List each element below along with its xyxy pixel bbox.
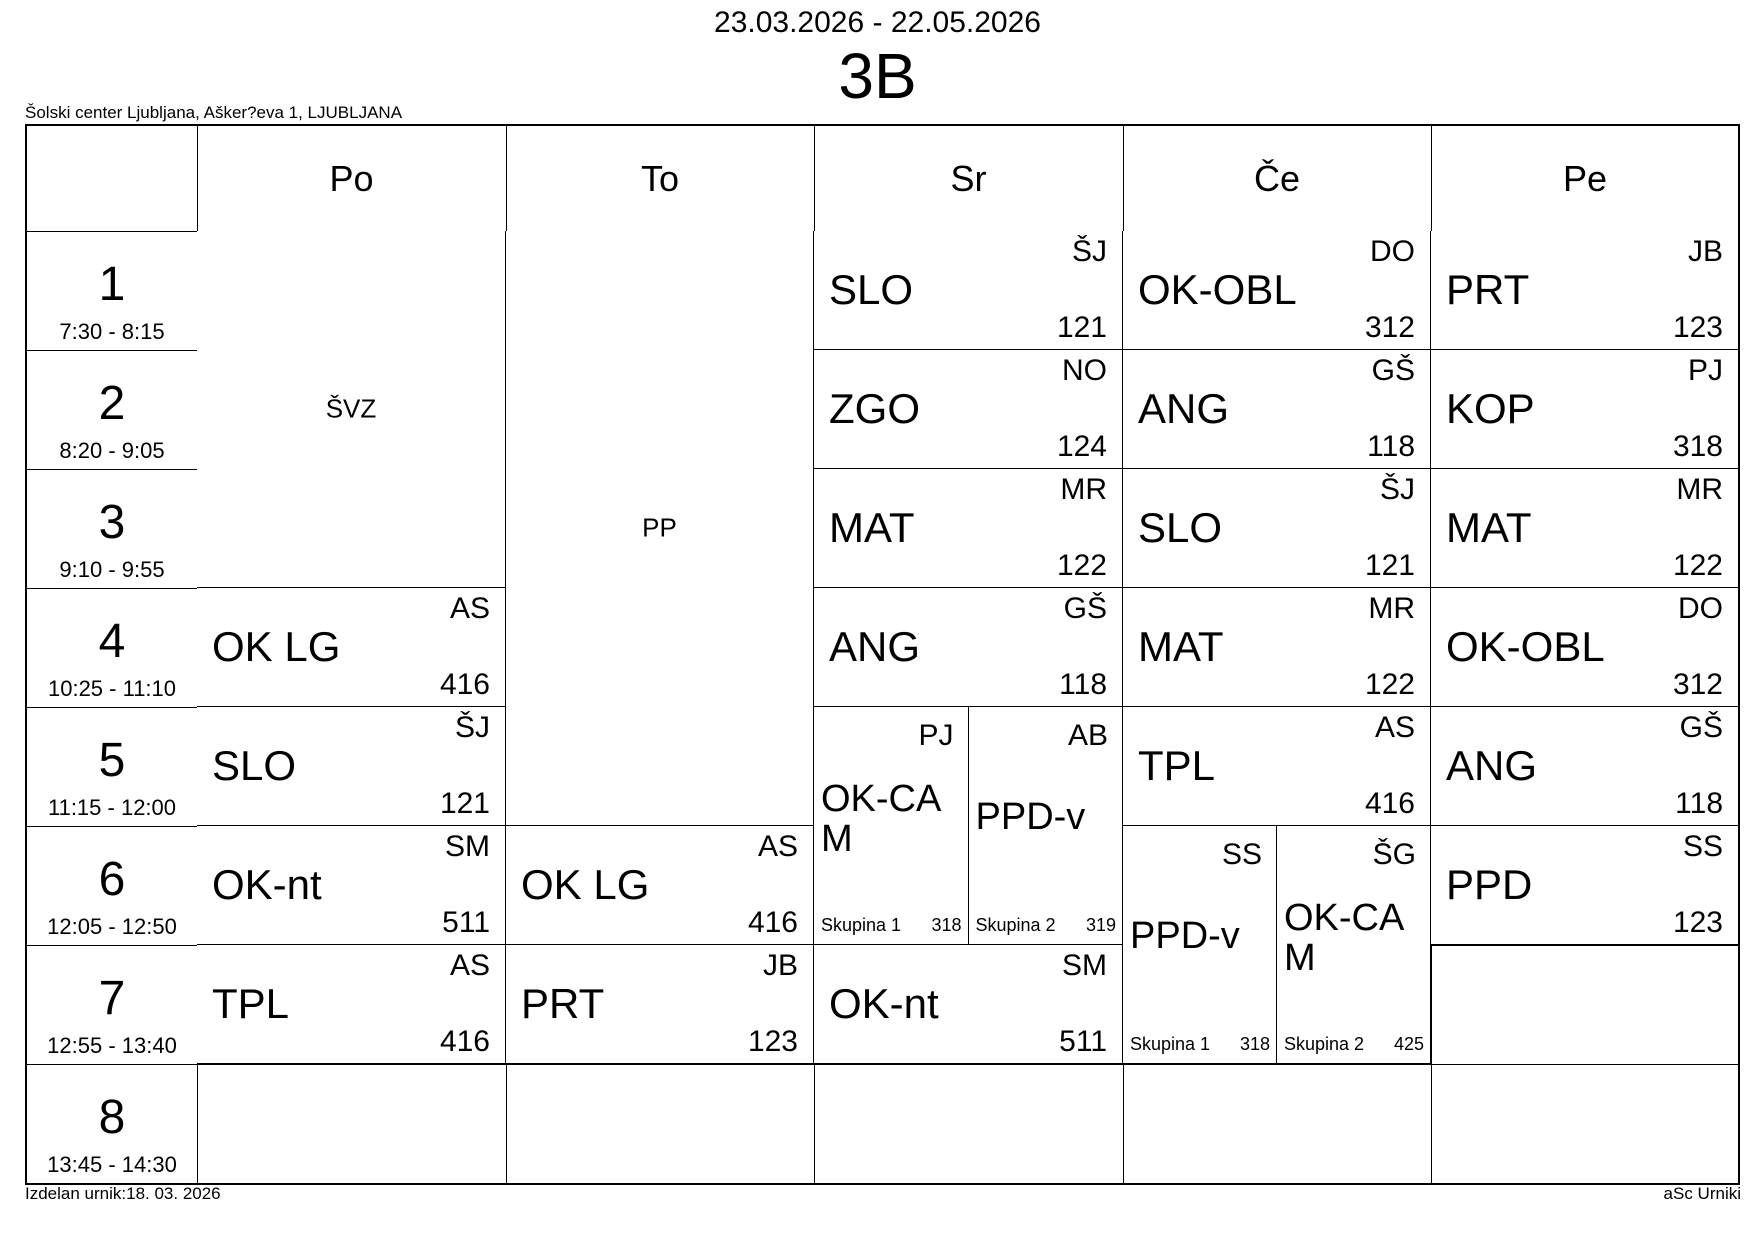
lesson-teacher: JB <box>762 949 798 982</box>
lesson-cell[interactable] <box>1431 588 1739 707</box>
row-divider <box>27 588 197 589</box>
lesson-room: 123 <box>1672 311 1723 344</box>
lesson-cell[interactable] <box>1123 469 1431 588</box>
lesson-teacher: AS <box>449 949 490 982</box>
created-date: Izdelan urnik:18. 03. 2026 <box>25 1184 221 1203</box>
period-cell <box>27 588 197 707</box>
period-cell <box>27 707 197 826</box>
lesson-room: 124 <box>1056 430 1107 463</box>
lesson-teacher: GŠ <box>1371 354 1415 387</box>
lesson-room: 318 <box>931 915 962 935</box>
lesson-cell[interactable] <box>197 945 506 1064</box>
lesson-cell[interactable] <box>506 945 814 1064</box>
period-time: 12:55 - 13:40 <box>47 1033 177 1058</box>
lesson-subject: TPL <box>212 980 290 1027</box>
lesson-cell[interactable] <box>1431 350 1739 469</box>
lesson-cell[interactable] <box>814 231 1123 350</box>
lesson-room: 312 <box>1672 668 1723 701</box>
lesson-cell[interactable] <box>197 588 506 707</box>
lesson-teacher: SS <box>1682 830 1723 863</box>
lesson-subject: ŠVZ <box>325 393 377 424</box>
group-lesson-cell[interactable] <box>969 707 1124 945</box>
lesson-subject: SLO <box>829 266 914 313</box>
lesson-teacher: ŠG <box>1372 838 1416 871</box>
lesson-cell[interactable] <box>814 469 1123 588</box>
lesson-subject: OK-OBL <box>1138 266 1297 313</box>
lesson-subject: MAT <box>829 504 915 551</box>
lesson-subject: KOP <box>1446 385 1535 432</box>
lesson-cell[interactable] <box>1123 350 1431 469</box>
lesson-subject: PPD <box>1446 861 1533 908</box>
period-number: 3 <box>98 496 126 549</box>
lesson-subject: MAT <box>1138 623 1224 670</box>
lesson-subject: PRT <box>1446 266 1530 313</box>
row-divider <box>27 1064 1739 1065</box>
lesson-room: 122 <box>1672 549 1723 582</box>
school-name: Šolski center Ljubljana, Ašker?eva 1, LJUBLJANA <box>25 103 403 122</box>
row-divider <box>27 945 197 946</box>
day-header-2: Sr <box>950 157 987 199</box>
lesson-room: 416 <box>439 668 490 701</box>
lesson-cell[interactable] <box>1123 588 1431 707</box>
lesson-group: Skupina 2 <box>1284 1034 1365 1054</box>
lesson-cell[interactable] <box>1431 826 1739 945</box>
lesson-cell[interactable] <box>814 350 1123 469</box>
lesson-teacher: SS <box>1221 838 1262 871</box>
period-time: 7:30 - 8:15 <box>59 319 165 344</box>
lesson-teacher: ŠJ <box>1071 235 1107 268</box>
lesson-teacher: PJ <box>918 719 954 752</box>
period-cell <box>27 469 197 588</box>
lesson-subject: OK-nt <box>212 861 322 908</box>
lesson-room: 118 <box>1675 787 1723 820</box>
period-time: 13:45 - 14:30 <box>47 1152 177 1177</box>
lesson-group: Skupina 1 <box>821 915 902 935</box>
lesson-subject: ANG <box>1138 385 1230 432</box>
group-lesson-cell[interactable] <box>1123 826 1277 1064</box>
period-number: 8 <box>98 1091 126 1144</box>
lesson-teacher: ŠJ <box>1379 473 1415 506</box>
lesson-group: Skupina 1 <box>1130 1034 1211 1054</box>
lesson-room: 122 <box>1364 668 1415 701</box>
lesson-subject: PRT <box>521 980 605 1027</box>
class-title: 3B <box>838 40 917 112</box>
lesson-subject: OK-CA M <box>1284 897 1403 979</box>
lesson-room: 118 <box>1367 430 1415 463</box>
lesson-teacher: AB <box>1067 719 1108 752</box>
lesson-subject: MAT <box>1446 504 1532 551</box>
lesson-teacher: SM <box>445 830 490 863</box>
period-time: 12:05 - 12:50 <box>47 914 177 939</box>
group-lesson-cell[interactable] <box>814 707 969 945</box>
lesson-teacher: MR <box>1676 473 1723 506</box>
lesson-teacher: AS <box>449 592 490 625</box>
lesson-room: 416 <box>747 906 798 939</box>
lesson-teacher: MR <box>1060 473 1107 506</box>
lesson-cell[interactable] <box>197 826 506 945</box>
lesson-teacher: MR <box>1368 592 1415 625</box>
lesson-cell[interactable] <box>197 231 506 588</box>
lesson-teacher: NO <box>1062 354 1107 387</box>
lesson-teacher: PJ <box>1687 354 1723 387</box>
lesson-room: 118 <box>1059 668 1107 701</box>
lesson-room: 121 <box>439 787 490 820</box>
day-header-0: Po <box>329 157 374 199</box>
lesson-group: Skupina 2 <box>975 915 1056 935</box>
period-cell <box>27 231 197 350</box>
lesson-cell[interactable] <box>197 707 506 826</box>
period-number: 5 <box>98 734 126 787</box>
lesson-cell[interactable] <box>1431 469 1739 588</box>
lesson-room: 122 <box>1056 549 1107 582</box>
lesson-cell[interactable] <box>506 231 814 826</box>
lesson-room: 319 <box>1085 915 1116 935</box>
lesson-room: 425 <box>1393 1034 1424 1054</box>
group-lesson-cell[interactable] <box>1277 826 1431 1064</box>
lesson-teacher: SM <box>1062 949 1107 982</box>
lesson-room: 123 <box>1672 906 1723 939</box>
lesson-teacher: ŠJ <box>454 711 490 744</box>
period-time: 9:10 - 9:55 <box>59 557 165 582</box>
period-number: 7 <box>98 972 126 1025</box>
lesson-teacher: GŠ <box>1063 592 1107 625</box>
lesson-room: 318 <box>1239 1034 1270 1054</box>
lesson-room: 318 <box>1672 430 1723 463</box>
lesson-cell[interactable] <box>506 826 814 945</box>
lesson-cell[interactable] <box>814 588 1123 707</box>
lesson-room: 123 <box>747 1025 798 1058</box>
period-number: 1 <box>98 258 126 311</box>
lesson-subject: OK LG <box>521 861 650 908</box>
period-number: 4 <box>98 615 126 668</box>
lesson-cell[interactable] <box>1123 231 1431 350</box>
lesson-room: 121 <box>1056 311 1107 344</box>
lesson-room: 416 <box>1364 787 1415 820</box>
lesson-cell[interactable] <box>1431 707 1739 826</box>
period-number: 6 <box>98 853 126 906</box>
lesson-subject: PPD-v <box>975 796 1086 838</box>
timetable-grid <box>25 124 1740 1185</box>
row-divider <box>27 469 197 470</box>
lesson-subject: PPD-v <box>1130 915 1240 957</box>
lesson-subject: SLO <box>1138 504 1223 551</box>
lesson-cell[interactable] <box>1123 707 1431 826</box>
lesson-subject: TPL <box>1138 742 1216 789</box>
period-cell <box>27 826 197 945</box>
lesson-subject: OK-CA M <box>821 778 940 860</box>
lesson-teacher: JB <box>1687 235 1723 268</box>
period-number: 2 <box>98 377 126 430</box>
lesson-teacher: AS <box>1374 711 1415 744</box>
day-header-4: Pe <box>1562 157 1608 199</box>
date-range: 23.03.2026 - 22.05.2026 <box>714 6 1041 39</box>
lesson-room: 416 <box>439 1025 490 1058</box>
period-cell <box>27 350 197 469</box>
day-header-3: Če <box>1253 157 1301 199</box>
lesson-subject: ZGO <box>829 385 920 432</box>
row-divider <box>1431 945 1739 946</box>
lesson-teacher: AS <box>757 830 798 863</box>
lesson-teacher: DO <box>1678 592 1723 625</box>
period-cell <box>27 1064 197 1183</box>
lesson-cell[interactable] <box>814 945 1123 1064</box>
lesson-room: 511 <box>1059 1025 1107 1058</box>
lesson-teacher: DO <box>1370 235 1415 268</box>
lesson-room: 121 <box>1364 549 1415 582</box>
lesson-subject: OK LG <box>212 623 341 670</box>
lesson-room: 312 <box>1364 311 1415 344</box>
period-time: 11:15 - 12:00 <box>47 795 177 820</box>
period-time: 8:20 - 9:05 <box>59 438 165 463</box>
period-time: 10:25 - 11:10 <box>47 676 177 701</box>
lesson-room: 511 <box>442 906 490 939</box>
lesson-subject: ANG <box>829 623 921 670</box>
lesson-teacher: GŠ <box>1679 711 1723 744</box>
row-divider <box>27 826 197 827</box>
row-divider <box>27 350 197 351</box>
day-header-1: To <box>640 157 680 199</box>
brand-label: aSc Urniki <box>1663 1184 1741 1203</box>
row-divider <box>27 707 197 708</box>
lesson-subject: PP <box>642 512 677 543</box>
lesson-subject: OK-nt <box>829 980 939 1027</box>
lesson-subject: ANG <box>1446 742 1538 789</box>
lesson-subject: SLO <box>212 742 297 789</box>
lesson-cell[interactable] <box>1431 231 1739 350</box>
lesson-subject: OK-OBL <box>1446 623 1605 670</box>
period-cell <box>27 945 197 1064</box>
